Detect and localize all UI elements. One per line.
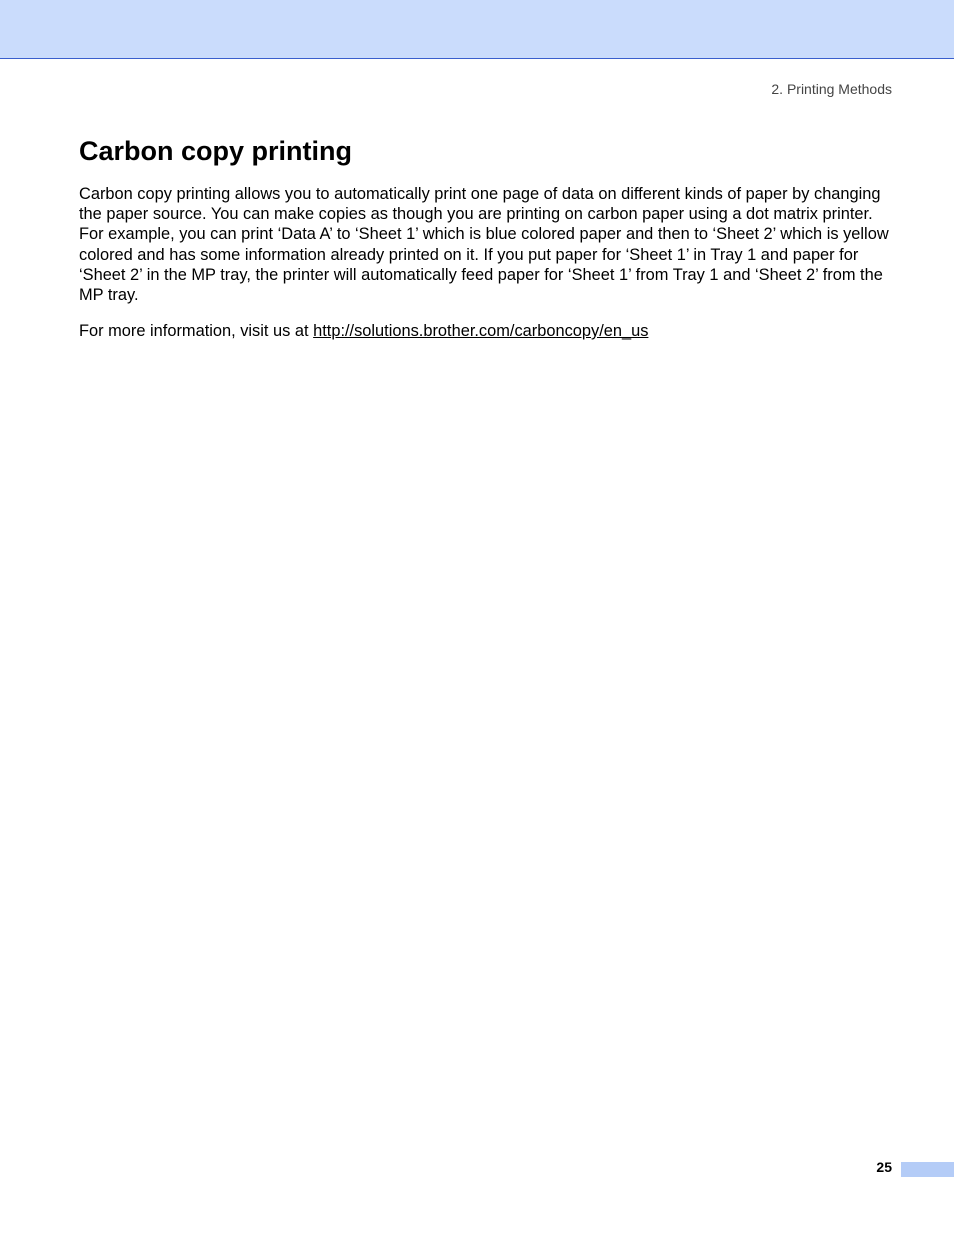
more-info-line <box>79 321 648 341</box>
page-number-tab <box>901 1162 954 1177</box>
carbon-copy-link[interactable]: http://solutions.brother.com/carboncopy/en_us <box>313 322 649 340</box>
page-number: 25 <box>876 1159 892 1175</box>
more-info-prefix: For more information, visit us at <box>79 322 314 340</box>
page-title: Carbon copy printing <box>79 136 352 166</box>
top-banner <box>0 0 954 59</box>
body-paragraph: Carbon copy printing allows you to automatically print one page of data on different kinds of paper by changing the paper source. You can make copies as though you are printing on carbon paper using a dot matrix printer. For example, you can print ‘Data A’ to ‘Sheet 1’ which is blue colored paper and then to ‘Sheet 2’ which is yellow colored and has some information already printed on it. If you put paper for ‘Sheet 1’ in Tray 1 and paper for ‘Sheet 2’ in the MP tray, the printer will automatically feed paper for ‘Sheet 1’ from Tray 1 and ‘Sheet 2’ from the MP tray. <box>79 185 889 305</box>
running-header: 2. Printing Methods <box>771 81 892 97</box>
